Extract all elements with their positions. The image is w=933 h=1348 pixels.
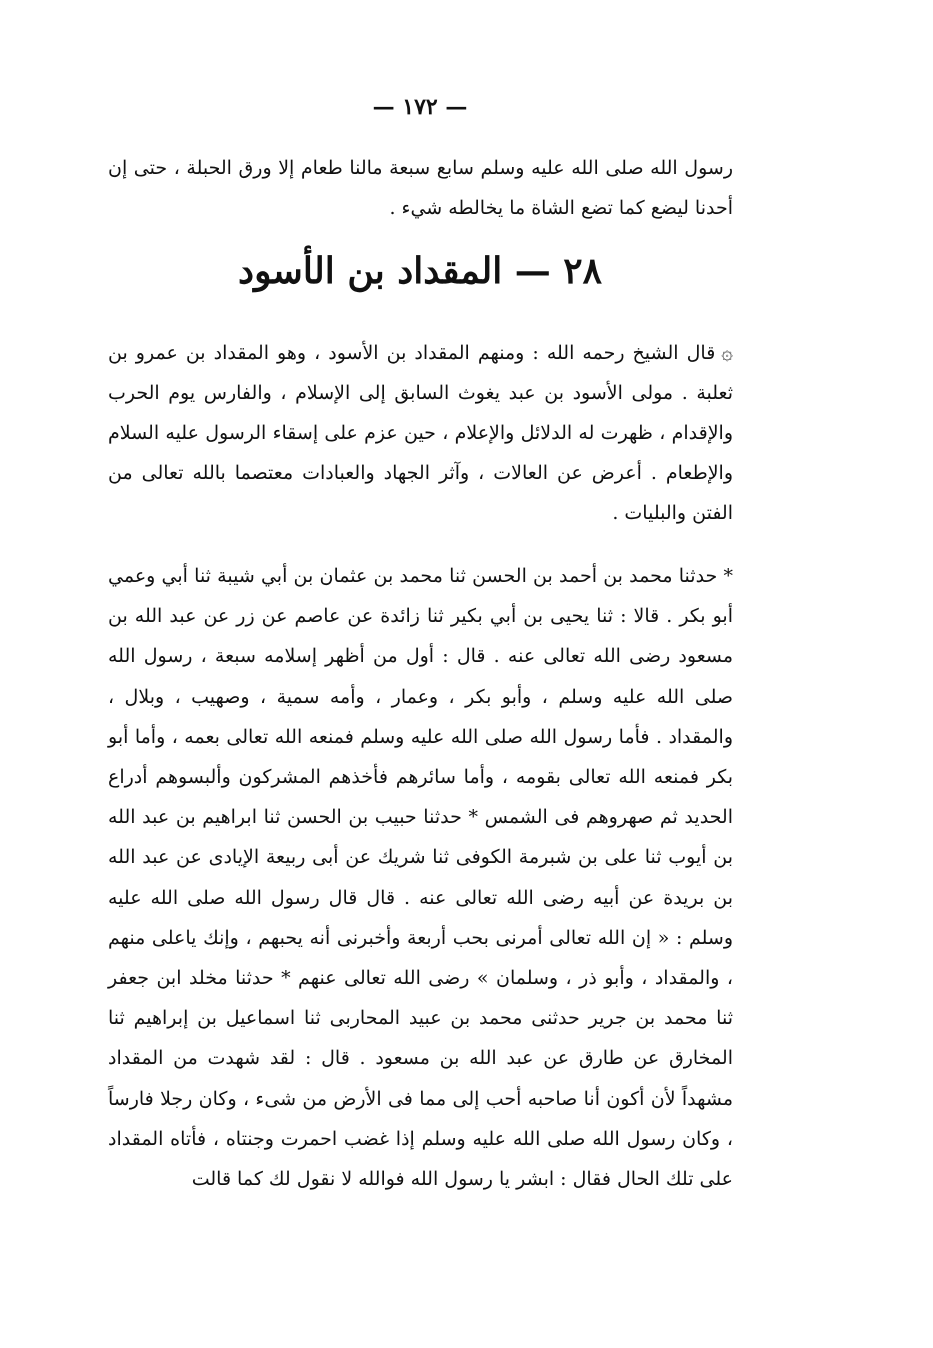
intro-paragraph xyxy=(108,332,733,533)
continuation-text: رسول الله صلى الله عليه وسلم سابع سبعة مالنا طعام إلا ورق الحبلة ، حتى إن أحدنا ليضع كما تضع الشاة ما يخالطه شيء . xyxy=(108,157,733,219)
section-mark-icon: ۞ xyxy=(721,340,733,364)
hadith-paragraph xyxy=(108,556,733,1199)
intro-text-container xyxy=(108,332,733,533)
continuation-paragraph xyxy=(108,148,733,228)
intro-text: قال الشيخ رحمه الله : ومنهم المقداد بن الأسود ، وهو المقداد بن عمرو بن ثعلبة . مولى الأسود بن عبد يغوث السابق إلى الإسلام ، والفارس يوم الحرب والإقدام ، ظهرت له الدلائل والإعلام ، حين عزم على إسقاء الرسول عليه السلام والإطعام . أعرض عن العالات ، وآثر الجهاد والعبادات معتصما بالله تعالى من الفتن والبليات . xyxy=(108,342,733,524)
page-number: — ١٧٢ — xyxy=(372,94,468,120)
chapter-heading: ٢٨ — المقداد بن الأسود xyxy=(238,250,602,292)
hadith-text: * حدثنا محمد بن أحمد بن الحسن ثنا محمد بن عثمان بن أبي شيبة ثنا أبي وعمي أبو بكر . قالا : ثنا يحيى بن أبي بكير ثنا زائدة عن عاصم عن زر عن عبد الله بن مسعود رضى الله تعالى عنه . قال : أول من أظهر إسلامه سبعة ، رسول الله صلى الله عليه وسلم ، وأبو بكر ، وعمار ، وأمه سمية ، وصهيب ، وبلال ، والمقداد . فأما رسول الله صلى الله عليه وسلم فمنعه الله تعالى بعمه ، وأما أبو بكر فمنعه الله تعالى بقومه ، وأما سائرهم فأخذهم المشركون وألبسوهم أدراع الحديد ثم صهروهم فى الشمس * حدثنا حبيب بن الحسن ثنا ابراهيم بن عبد الله بن أيوب ثنا على بن شبرمة الكوفى ثنا شريك عن أبى ربيعة الإيادى عن عبد الله بن بريدة عن أبيه رضى الله تعالى عنه . قال قال رسول الله صلى الله عليه وسلم : « إن الله تعالى أمرنى بحب أربعة وأخبرنى أنه يحبهم ، وإنك ياعلى منهم ، والمقداد ، وأبو ذر ، وسلمان » رضى الله تعالى عنهم * حدثنا مخلد ابن جعفر ثنا محمد بن جرير حدثنى محمد بن عبيد المحاربى ثنا اسماعيل بن إبراهيم ثنا المخارق عن طارق عن عبد الله بن مسعود . قال : لقد شهدت من المقداد مشهداً لأن أكون أنا صاحبه أحب إلى مما فى الأرض من شىء ، وكان رجلا فارساً ، وكان رسول الله صلى الله عليه وسلم إذا غضب احمرت وجنتاه ، فأتاه المقداد على تلك الحال فقال : ابشر يا رسول الله فوالله لا نقول لك كما قالت xyxy=(108,565,733,1191)
